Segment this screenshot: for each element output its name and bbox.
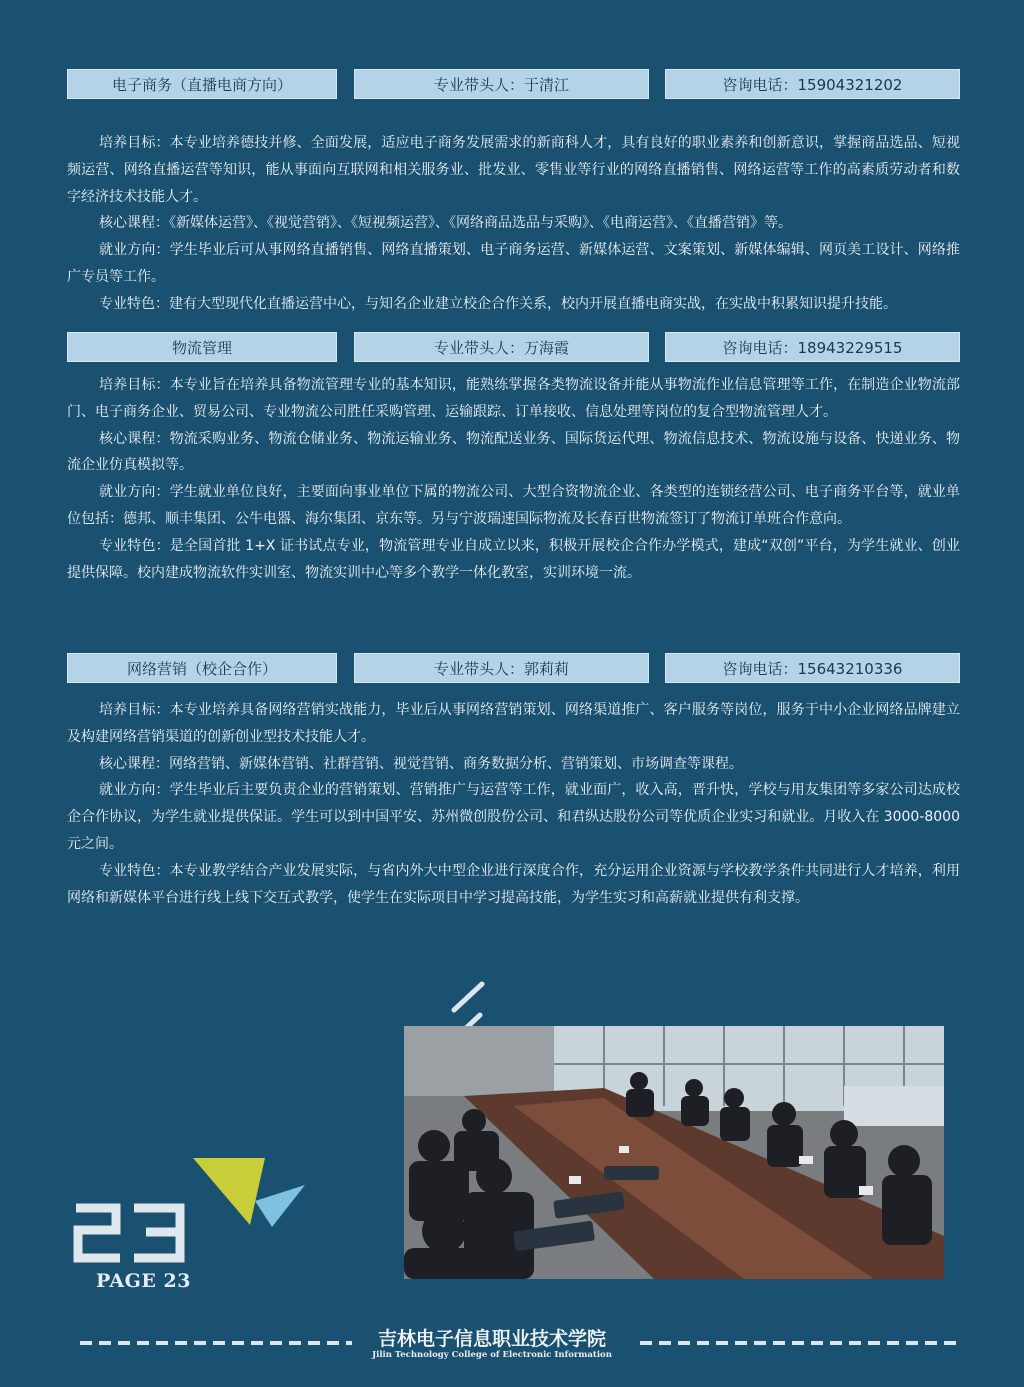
- major-title-logistics: 物流管理: [67, 332, 337, 362]
- major-leader-marketing: 专业带头人：郭莉莉: [354, 653, 649, 683]
- major-phone-ecommerce: 咨询电话：15904321202: [665, 69, 960, 99]
- marketing-features: 专业特色：本专业教学结合产业发展实际，与省内外大中型企业进行深度合作，充分运用企业资源与学校教学条件共同进行人才培养，利用网络和新媒体平台进行线上线下交互式教学，使学生在实际项目中学习提高技能，为学生实习和高薪就业提供有利支撑。: [67, 862, 960, 906]
- ecommerce-employment: 就业方向：学生毕业后可从事网络直播销售、网络直播策划、电子商务运营、新媒体运营、文案策划、新媒体编辑、网页美工设计、网络推广专员等工作。: [67, 242, 960, 285]
- triangle-icons: [190, 1155, 315, 1235]
- logistics-employment: 就业方向：学生就业单位良好，主要面向事业单位下属的物流公司、大型合资物流企业、各类型的连锁经营公司、电子商务平台等，就业单位包括：德邦、顺丰集团、公牛电器、海尔集团、京东等。另与宁波瑞速国际物流及长春百世物流签订了物流订单班合作意向。: [67, 484, 960, 527]
- footer-dashes-left: [80, 1340, 352, 1346]
- footer-dashes-right: [640, 1340, 956, 1346]
- ecommerce-features: 专业特色：建有大型现代化直播运营中心，与知名企业建立校企合作关系，校内开展直播电商实战，在实战中积累知识提升技能。: [99, 295, 897, 312]
- triangle-blue-icon: [255, 1185, 305, 1227]
- section-marketing: [67, 697, 960, 911]
- school-name-cn: 吉林电子信息职业技术学院: [377, 1328, 606, 1350]
- triangle-yellow-icon: [193, 1158, 265, 1225]
- ecommerce-goal: 培养目标：本专业培养德技并修、全面发展，适应电子商务发展需求的新商科人才，具有良好的职业素养和创新意识，掌握商品选品、短视频运营、网络直播运营等知识，能从事面向互联网和相关服务业、批发业、零售业等行业的网络直播销售、网络运营等工作的高素质劳动者和数字经济技术技能人才。: [67, 135, 960, 205]
- school-name-en: Jilin Technology College of Electronic Information: [372, 1350, 612, 1360]
- marketing-goal: 培养目标：本专业培养具备网络营销实战能力，毕业后从事网络营销策划、网络渠道推广、客户服务等岗位，服务于中小企业网络品牌建立及构建网络营销渠道的创新创业型技术技能人才。: [67, 702, 960, 745]
- ecommerce-courses: 核心课程：《新媒体运营》、《视觉营销》、《短视频运营》、《网络商品选品与采购》、《电商运营》、《直播营销》等。: [99, 215, 792, 232]
- logistics-goal: 培养目标：本专业旨在培养具备物流管理专业的基本知识，能熟练掌握各类物流设备并能从事物流作业信息管理等工作，在制造企业物流部门、电子商务企业、贸易公司、专业物流公司胜任采购管理、运输跟踪、订单接收、信息处理等岗位的复合型物流管理人才。: [67, 377, 960, 420]
- classroom-photo: [404, 1026, 944, 1279]
- logistics-features: 专业特色：是全国首批 1+X 证书试点专业，物流管理专业自成立以来，积极开展校企合作办学模式，建成“双创”平台，为学生就业、创业提供保障。校内建成物流软件实训室、物流实训中心等多个教学一体化教室，实训环境一流。: [67, 537, 960, 581]
- major-title-marketing: 网络营销（校企合作）: [67, 653, 337, 683]
- section-ecommerce: [67, 130, 960, 318]
- page-number-graphic: [68, 1196, 190, 1266]
- major-phone-marketing: 咨询电话：15643210336: [665, 653, 960, 683]
- marketing-employment: 就业方向：学生毕业后主要负责企业的营销策划、营销推广与运营等工作，就业面广，收入高，晋升快，学校与用友集团等多家公司达成校企合作协议，为学生就业提供保证。学生可以到中国平安、苏州微创股份公司、和君纵达股份公司等优质企业实习和就业。月收入在 3000-8000 元之间。: [67, 782, 960, 852]
- major-leader-ecommerce: 专业带头人：于清江: [354, 69, 649, 99]
- major-leader-logistics: 专业带头人：万海霞: [354, 332, 649, 362]
- page-label: PAGE 23: [96, 1270, 191, 1292]
- section-logistics: [67, 372, 960, 586]
- marketing-courses: 核心课程：网络营销、新媒体营销、社群营销、视觉营销、商务数据分析、营销策划、市场调查等课程。: [99, 755, 743, 772]
- major-phone-logistics: 咨询电话：18943229515: [665, 332, 960, 362]
- logistics-courses: 核心课程：物流采购业务、物流仓储业务、物流运输业务、物流配送业务、国际货运代理、物流信息技术、物流设施与设备、快递业务、物流企业仿真模拟等。: [67, 430, 960, 474]
- major-title-ecommerce: 电子商务（直播电商方向）: [67, 69, 337, 99]
